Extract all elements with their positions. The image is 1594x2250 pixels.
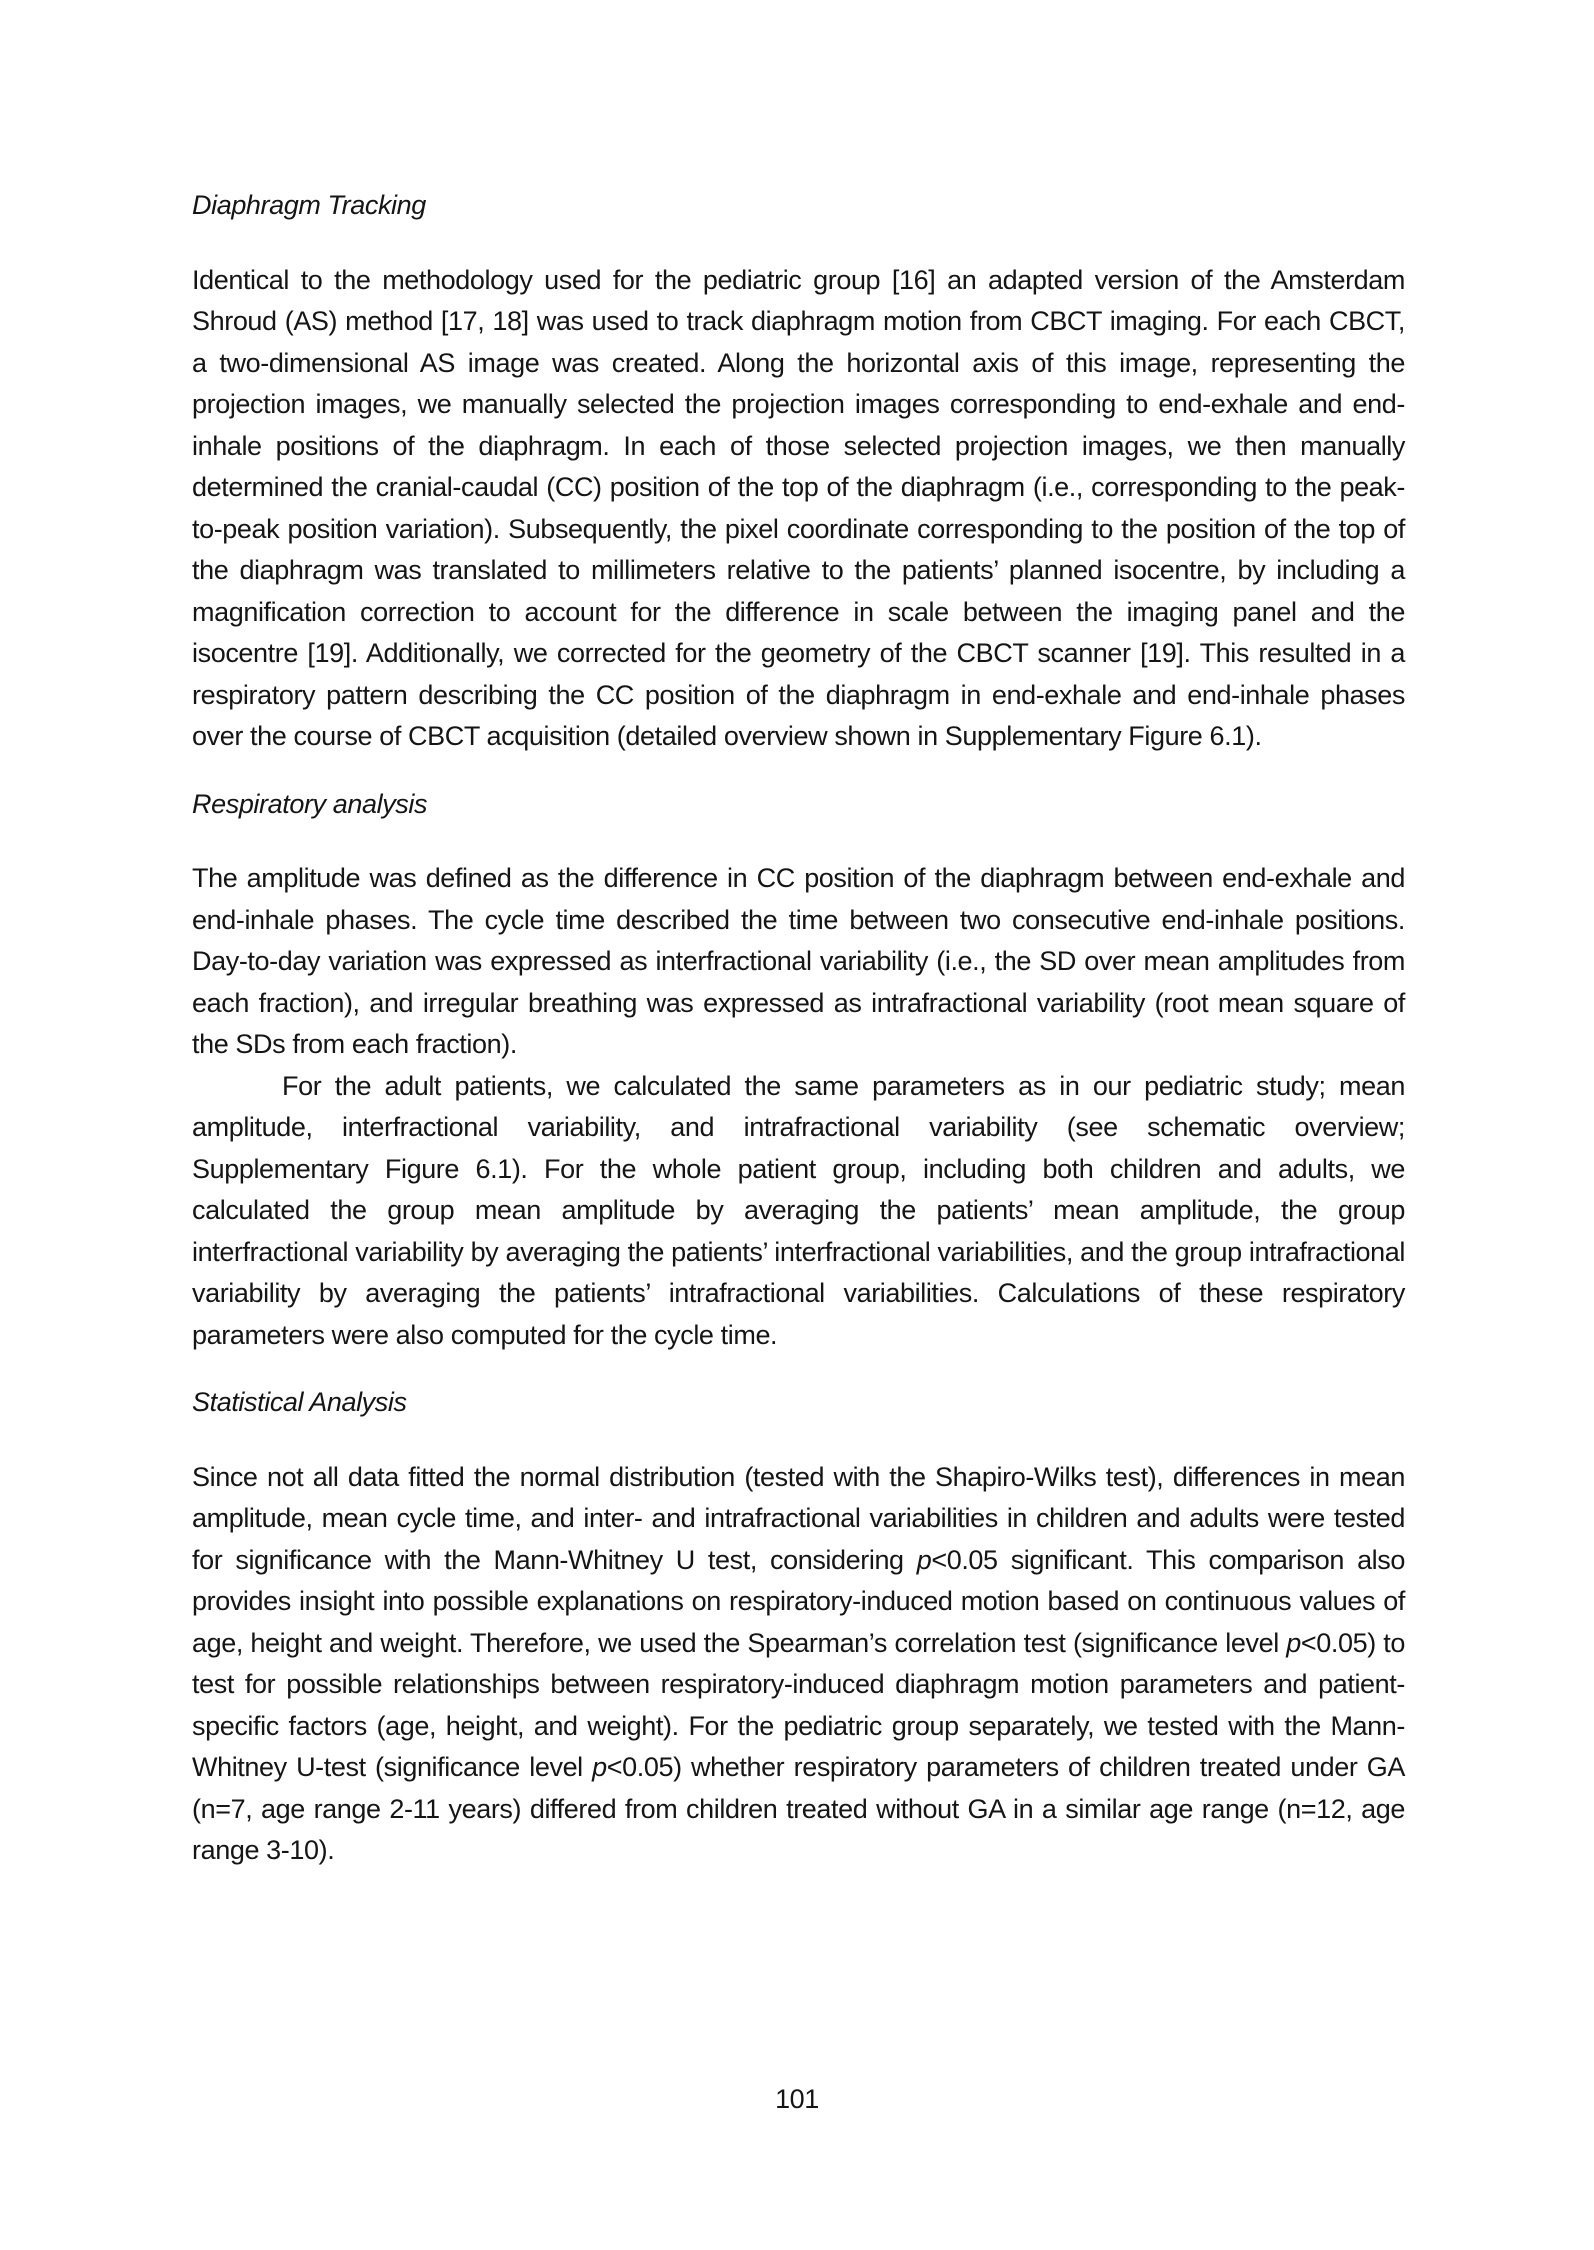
section-respiratory-analysis <box>192 784 1405 1357</box>
paragraph-respiratory-definitions: The amplitude was defined as the difference in CC position of the diaphragm between end-exhale and end-inhale phases. The cycle time described the time between two consecutive end-inhale positions. Day-to-day variation was expressed as interfractional variability (i.e., the SD over mean amplitudes from each fraction), and irregular breathing was expressed as intrafractional variability (root mean square of the SDs from each fraction). <box>192 863 1405 1059</box>
heading-diaphragm-tracking: Diaphragm Tracking <box>192 190 426 220</box>
paragraph-statistical-analysis: Since not all data fitted the normal distribution (tested with the Shapiro-Wilks test), differences in mean amplitude, mean cycle time, and inter- and intrafractional variabilities in children and adults were tested for significance with the Mann-Whitney U test, considering p<0.05 significant. This comparison also provides insight into possible explanations on respiratory-induced motion based on continuous values of age, height and weight. Therefore, we used the Spearman’s correlation test (significance level p<0.05) to test for possible relationships between respiratory-induced diaphragm motion parameters and patient-specific factors (age, height, and weight). For the pediatric group separately, we tested with the Mann-Whitney U-test (significance level p<0.05) whether respiratory parameters of children treated under GA (n=7, age range 2-11 years) differed from children treated without GA in a similar age range (n=12, age range 3-10). <box>192 1461 1405 1865</box>
paragraph-respiratory-adult-patients: For the adult patients, we calculated the same parameters as in our pediatric study; mean amplitude, interfractional variability, and intrafractional variability (see schematic overview; Supplementary Figure 6.1). For the whole patient group, including both children and adults, we calculated the group mean amplitude by averaging the patients’ mean amplitude, the group interfractional variability by averaging the patients’ interfractional variabilities, and the group intrafractional variability by averaging the patients’ intrafractional variabilities. Calculations of these respiratory parameters were also computed for the cycle time. <box>192 1070 1405 1350</box>
page-footer <box>0 2079 1594 2121</box>
page-number: 101 <box>775 2084 819 2114</box>
heading-statistical-analysis: Statistical Analysis <box>192 1387 407 1417</box>
section-statistical-analysis <box>192 1382 1405 1872</box>
section-diaphragm-tracking <box>192 185 1405 758</box>
heading-respiratory-analysis: Respiratory analysis <box>192 788 428 819</box>
paragraph-diaphragm-tracking: Identical to the methodology used for the pediatric group [16] an adapted version of the Amsterdam Shroud (AS) method [17, 18] was used to track diaphragm motion from CBCT imaging. For each CBCT, a two-dimensional AS image was created. Along the horizontal axis of this image, representing the projection images, we manually selected the projection images corresponding to end-exhale and end-inhale positions of the diaphragm. In each of those selected projection images, we then manually determined the cranial-caudal (CC) position of the top of the diaphragm (i.e., corresponding to the peak-to-peak position variation). Subsequently, the pixel coordinate corresponding to the position of the top of the diaphragm was translated to millimeters relative to the patients’ planned isocentre, by including a magnification correction to account for the difference in scale between the imaging panel and the isocentre [19]. Additionally, we corrected for the geometry of the CBCT scanner [19]. This resulted in a respiratory pattern describing the CC position of the diaphragm in end-exhale and end-inhale phases over the course of CBCT acquisition (detailed overview shown in Supplementary Figure 6.1). <box>192 264 1405 751</box>
